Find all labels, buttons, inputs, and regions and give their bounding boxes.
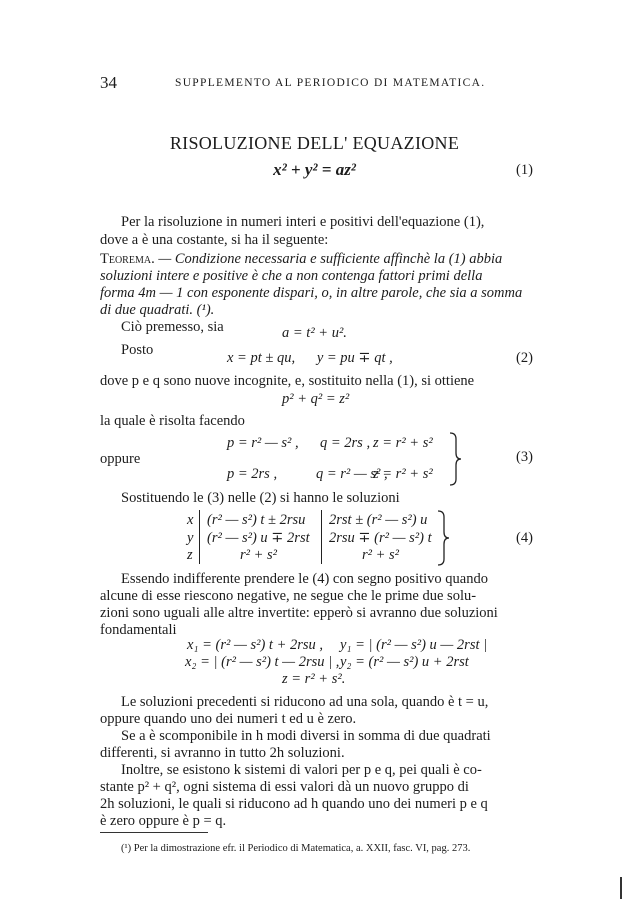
fundamental-y2: y₂ = (r² — s²) u + 2rst xyxy=(340,654,469,670)
equation-number-3: (3) xyxy=(516,449,533,465)
page-number: 34 xyxy=(100,73,117,92)
essendo-line-3: zioni sono uguali alle altre invertite: epperò si avranno due soluzioni xyxy=(100,605,498,621)
main-equation: x² + y² = az² xyxy=(273,160,356,179)
equation-number-1: (1) xyxy=(516,162,533,178)
theorem-line-4: di due quadrati. (¹). xyxy=(100,302,215,318)
equation-a: a = t² + u². xyxy=(282,325,347,341)
fundamental-x2: x₂ = | (r² — s²) t — 2rsu | , xyxy=(185,654,340,670)
system3-row2-p: p = 2rs , xyxy=(227,466,278,482)
reduce-line-1: Le soluzioni precedenti si riducono ad una sola, quando è t = u, xyxy=(121,694,489,710)
equation-number-2: (2) xyxy=(516,350,533,366)
system4-label-x: x xyxy=(187,512,194,528)
system4-divider-left xyxy=(199,510,200,564)
theorem-text-1: — Condizione necessaria e sufficiente affinchè la (1) abbia xyxy=(158,251,503,267)
system4-divider-middle xyxy=(321,510,322,564)
equation-pq: p² + q² = z² xyxy=(282,391,350,407)
system4-label-z: z xyxy=(187,547,193,563)
essendo-line-2: alcune di esse riescono negative, ne segue che le prime due solu- xyxy=(100,588,477,604)
inoltre-line-1: Inoltre, se esistono k sistemi di valori per p e q, pei quali è co- xyxy=(121,762,482,778)
theorem-line-1 xyxy=(100,251,502,268)
system4-col1-z: r² + s² xyxy=(240,547,278,563)
essendo-line-4: fondamentali xyxy=(100,622,177,638)
theorem-line-3: forma 4m — 1 con esponente dispari, o, in altre parole, che sia a somma xyxy=(100,285,523,301)
fundamental-y1: y₁ = | (r² — s²) u — 2rst | xyxy=(340,637,488,653)
scomponibile-line-2: differenti, si avranno in tutto 2h soluzioni. xyxy=(100,745,345,761)
system4-label-y: y xyxy=(187,530,194,546)
system3-row2-q: q = r² — s² , xyxy=(316,466,388,482)
system4-brace xyxy=(436,510,450,566)
scomponibile-line-1: Se a è scomponibile in h modi diversi in somma di due quadrati xyxy=(121,728,491,744)
theorem-line-2: soluzioni intere e positive è che a non contenga fattori primi della xyxy=(100,268,483,284)
running-title: SUPPLEMENTO AL PERIODICO DI MATEMATICA. xyxy=(175,77,486,89)
system3-row1-z: z = r² + s² xyxy=(373,435,433,451)
system3-row1-p: p = r² — s² , xyxy=(227,435,299,451)
inoltre-line-3: 2h soluzioni, le quali si riducono ad h quando uno dei numeri p e q xyxy=(100,796,488,812)
system4-col1-x: (r² — s²) t ± 2rsu xyxy=(207,512,306,528)
inoltre-line-4: è zero oppure è p = q. xyxy=(100,813,227,829)
system3-row2-z: z = r² + s² xyxy=(373,466,433,482)
system4-col2-x: 2rst ± (r² — s²) u xyxy=(329,512,428,528)
equation-number-4: (4) xyxy=(516,530,533,546)
intro-line-1: Per la risoluzione in numeri interi e positivi dell'equazione (1), xyxy=(121,214,485,230)
sostituendo-text: Sostituendo le (3) nelle (2) si hanno le soluzioni xyxy=(121,490,400,506)
essendo-line-1: Essendo indifferente prendere le (4) con segno positivo quando xyxy=(121,571,488,587)
scan-edge-mark xyxy=(620,877,622,899)
risolta-text: la quale è risolta facendo xyxy=(100,413,245,429)
system3-brace xyxy=(448,432,462,486)
fundamental-x1: x₁ = (r² — s²) t + 2rsu , xyxy=(187,637,324,653)
posto-text: Posto xyxy=(121,342,154,358)
inoltre-line-2: stante p² + q², ogni sistema di essi valori dà un nuovo gruppo di xyxy=(100,779,469,795)
theorem-label: Teorema. xyxy=(100,251,155,267)
system4-col2-y: 2rsu ∓ (r² — s²) t xyxy=(329,530,432,546)
footnote-rule xyxy=(100,832,208,833)
intro-line-2: dove a è una costante, si ha il seguente: xyxy=(100,232,329,248)
reduce-line-2: oppure quando uno dei numeri t ed u è zero. xyxy=(100,711,357,727)
system4-col1-y: (r² — s²) u ∓ 2rst xyxy=(207,530,310,546)
dove-line: dove p e q sono nuove incognite, e, sostituito nella (1), si ottiene xyxy=(100,373,475,389)
premise-text: Ciò premesso, sia xyxy=(121,319,224,335)
system4-col2-z: r² + s² xyxy=(362,547,400,563)
section-title: RISOLUZIONE DELL' EQUAZIONE xyxy=(169,133,460,153)
equation-2: x = pt ± qu, y = pu ∓ qt , xyxy=(227,350,393,366)
oppure-text: oppure xyxy=(100,451,141,467)
footnote: (¹) Per la dimostrazione efr. il Periodico di Matematica, a. XXII, fasc. VI, pag. 273. xyxy=(121,843,471,854)
fundamental-z: z = r² + s². xyxy=(282,671,346,687)
system3-row1-q: q = 2rs , xyxy=(320,435,371,451)
